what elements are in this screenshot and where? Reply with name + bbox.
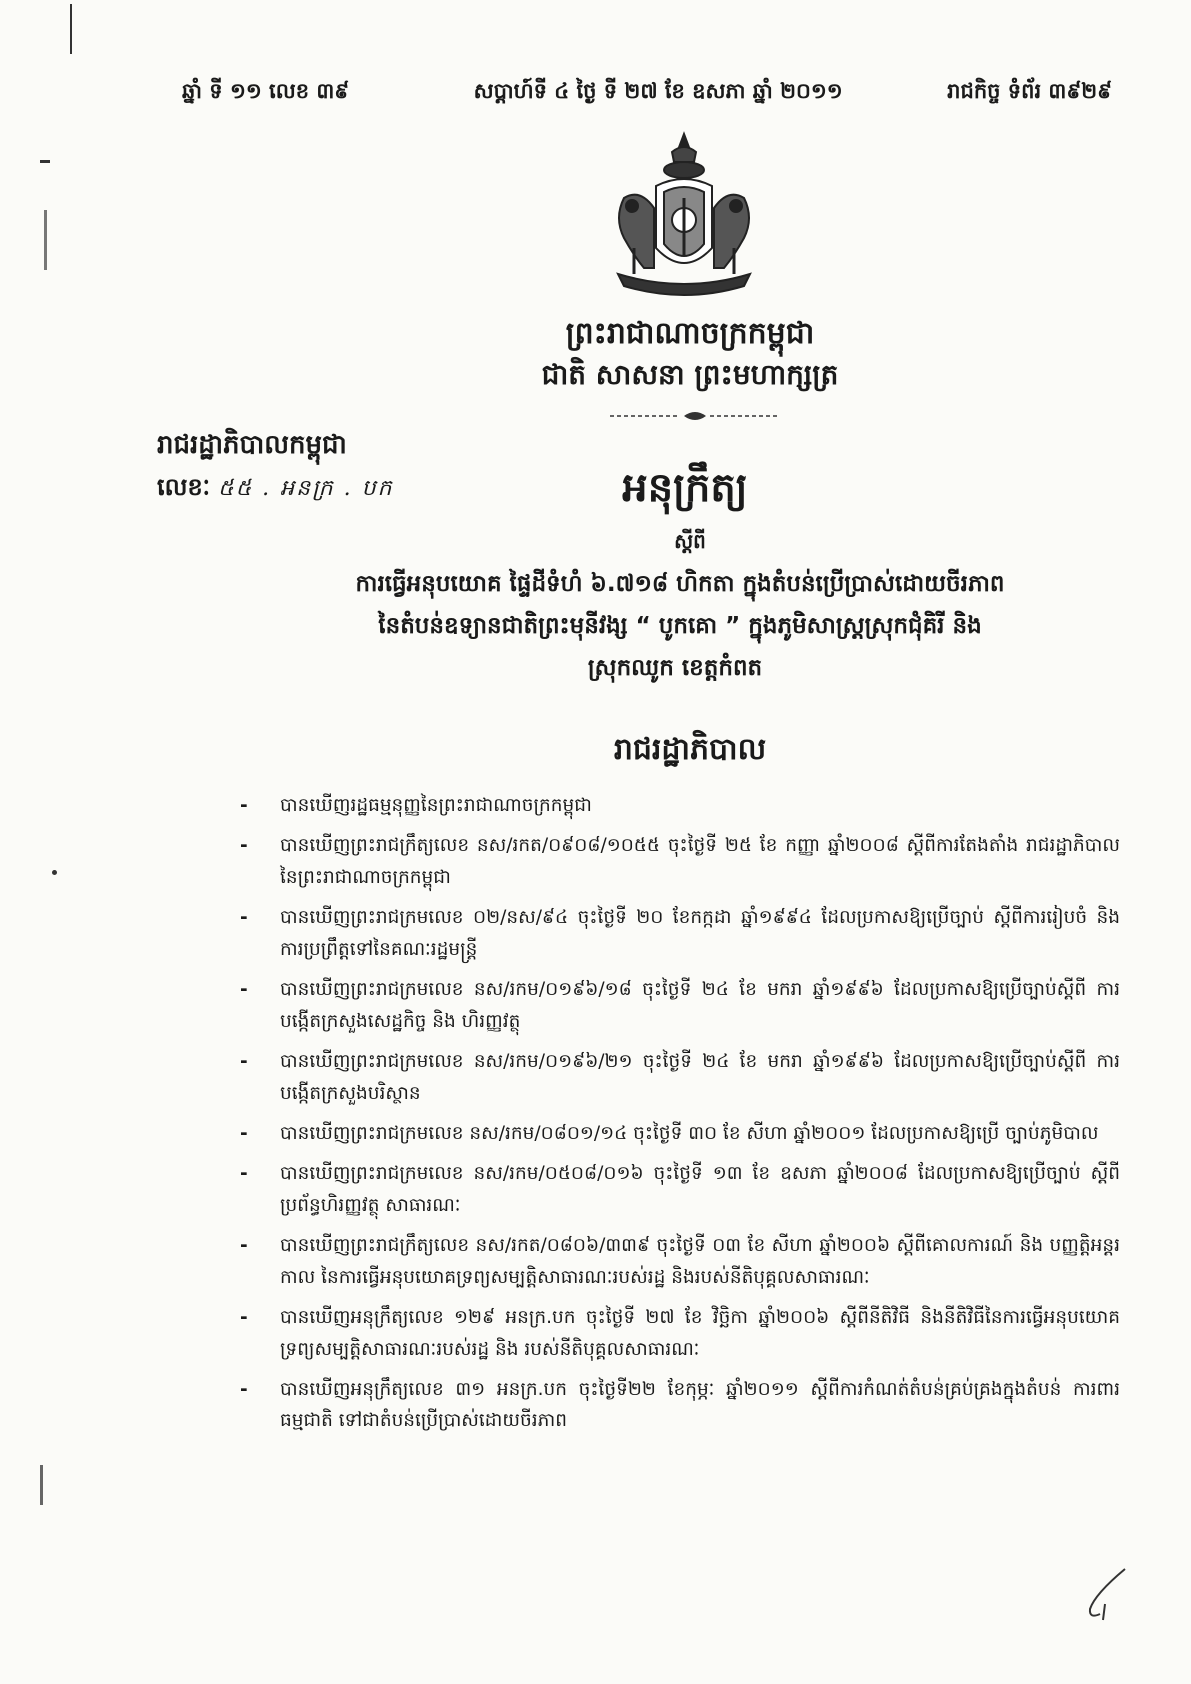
recital-text: បានឃើញព្រះរាជក្រមលេខ នស/រកម/០៥០៨/០១៦ ចុះថ្ងៃទី ១៣ ខែ ឧសភា ឆ្នាំ២០០៨ ដែលប្រកាសឱ្យប្រើច្បាប់ ស្តីពីប្រព័ន្ធហិរញ្ញវត្ថុ សាធារណៈ [280, 1163, 1120, 1216]
issuing-authority-heading: រាជរដ្ឋាភិបាល [613, 732, 767, 767]
document-number-label: លេខៈ [157, 472, 211, 501]
scan-artifact [52, 870, 57, 875]
subject-line-2: នៃតំបន់ឧទ្យានជាតិព្រះមុនីវង្ស “ បូកគោ ” ក្នុងភូមិសាស្ត្រស្រុកជុំគិរី និង [378, 613, 982, 639]
list-item: - បានឃើញព្រះរាជក្រមលេខ នស/រកម/០៥០៨/០១៦ ចុះថ្ងៃទី ១៣ ខែ ឧសភា ឆ្នាំ២០០៨ ដែលប្រកាសឱ្យប្រើច្បាប់ ស្តីពីប្រព័ន្ធហិរញ្ញវត្ថុ សាធារណៈ [240, 1163, 1120, 1216]
list-item: - បានឃើញព្រះរាជក្រមលេខ នស/រកម/០១៩៦/២១ ចុះថ្ងៃទី ២៤ ខែ មករា ឆ្នាំ១៩៩៦ ដែលប្រកាសឱ្យប្រើច្បាប់ស្តីពី ការបង្កើតក្រសួងបរិស្ថាន [240, 1051, 1120, 1104]
list-item: - បានឃើញព្រះរាជក្រមលេខ ០២/នស/៩៤ ចុះថ្ងៃទី ២០ ខែកក្កដា ឆ្នាំ១៩៩៤ ដែលប្រកាសឱ្យប្រើច្បាប់ ស្តីពីការរៀបចំ និង ការប្រព្រឹត្តទៅនៃគណៈរដ្ឋមន្ត្រី [240, 907, 1120, 960]
royal-coat-of-arms-icon [594, 128, 774, 304]
list-item: - បានឃើញអនុក្រឹត្យលេខ ៣១ អនក្រ.បក ចុះថ្ងៃទី២២ ខែកុម្ភៈ ឆ្នាំ២០១១ ស្តីពីការកំណត់តំបន់គ្រប់គ្រងក្នុងតំបន់ ការពារធម្មជាតិ ទៅជាតំបន់ប្រើប្រាស់ដោយចីរភាព [240, 1379, 1120, 1432]
recital-text: បានឃើញព្រះរាជក្រមលេខ នស/រកម/០១៩៦/២១ ចុះថ្ងៃទី ២៤ ខែ មករា ឆ្នាំ១៩៩៦ ដែលប្រកាសឱ្យប្រើច្បាប់ស្តីពី ការបង្កើតក្រសួងបរិស្ថាន [280, 1051, 1120, 1104]
scan-artifact [44, 210, 47, 270]
volume-number: ឆ្នាំ ទី ១១ លេខ ៣៩ [182, 79, 350, 103]
document-number [157, 472, 394, 507]
issue-date: សប្តាហ៍ទី ៤ ថ្ងៃ ទី ២៧ ខែ ឧសភា ឆ្នាំ ២០១១ [473, 79, 843, 103]
initials-mark-icon [1075, 1564, 1145, 1624]
running-header [182, 78, 1112, 109]
subject-line-1: ការធ្វើអនុបយោគ ផ្ទៃដីទំហំ ៦.៧១៨ ហិកតា ក្នុងតំបន់ប្រើប្រាស់ដោយចីរភាព [355, 571, 1005, 597]
list-item: - បានឃើញព្រះរាជក្រមលេខ នស/រកម/០៨០១/១៤ ចុះថ្ងៃទី ៣០ ខែ សីហា ឆ្នាំ២០០១ ដែលប្រកាសឱ្យប្រើ ច្បាប់ភូមិបាល [240, 1122, 1099, 1144]
scan-artifact [40, 160, 50, 163]
list-item: - បានឃើញព្រះរាជក្រឹត្យលេខ នស/រកត/០៩០៨/១០៥៥ ចុះថ្ងៃទី ២៥ ខែ កញ្ញា ឆ្នាំ២០០៨ ស្តីពីការតែងតាំង រាជរដ្ឋាភិបាល នៃព្រះរាជាណាចក្រកម្ពុជា [240, 835, 1120, 888]
recital-text: បានឃើញព្រះរាជក្រឹត្យលេខ នស/រកត/០៩០៨/១០៥៥ ចុះថ្ងៃទី ២៥ ខែ កញ្ញា ឆ្នាំ២០០៨ ស្តីពីការតែងតាំង រាជរដ្ឋាភិបាល នៃព្រះរាជាណាចក្រកម្ពុជា [280, 835, 1120, 888]
ornament-divider [610, 410, 780, 422]
recital-text: បានឃើញព្រះរាជក្រមលេខ នស/រកម/០៨០១/១៤ ចុះថ្ងៃទី ៣០ ខែ សីហា ឆ្នាំ២០០១ ដែលប្រកាសឱ្យប្រើ ច្បាប់ភូមិបាល [280, 1122, 1099, 1144]
about-label: ស្តីពី [674, 529, 706, 553]
list-item: - បានឃើញព្រះរាជក្រឹត្យលេខ នស/រកត/០៨០៦/៣៣៩ ចុះថ្ងៃទី ០៣ ខែ សីហា ឆ្នាំ២០០៦ ស្តីពីគោលការណ៍ និង បញ្ញត្តិអន្តរកាល នៃការធ្វើអនុបយោគទ្រព្យសម្បត្តិសាធារណៈរបស់រដ្ឋ និងរបស់នីតិបុគ្គលសាធារណៈ [240, 1235, 1120, 1288]
scan-artifact [40, 1465, 43, 1505]
recital-text: បានឃើញព្រះរាជក្រមលេខ ០២/នស/៩៤ ចុះថ្ងៃទី ២០ ខែកក្កដា ឆ្នាំ១៩៩៤ ដែលប្រកាសឱ្យប្រើច្បាប់ ស្តីពីការរៀបចំ និង ការប្រព្រឹត្តទៅនៃគណៈរដ្ឋមន្ត្រី [280, 907, 1120, 960]
gazette-page-number: រាជកិច្ច ទំព័រ ៣៩២៩ [947, 79, 1112, 103]
document-number-value: ៥៥ . អនក្រ . បក [218, 476, 394, 501]
list-item: - បានឃើញព្រះរាជក្រមលេខ នស/រកម/០១៩៦/១៨ ចុះថ្ងៃទី ២៤ ខែ មករា ឆ្នាំ១៩៩៦ ដែលប្រកាសឱ្យប្រើច្បាប់ស្តីពី ការបង្កើតក្រសួងសេដ្ឋកិច្ច និង ហិរញ្ញវត្ថុ [240, 979, 1120, 1032]
list-item: - បានឃើញអនុក្រឹត្យលេខ ១២៩ អនក្រ.បក ចុះថ្ងៃទី ២៧ ខែ វិច្ឆិកា ឆ្នាំ២០០៦ ស្តីពីនីតិវិធី និងនីតិវិធីនៃការធ្វើអនុបយោគ ទ្រព្យសម្បត្តិសាធារណៈរបស់រដ្ឋ និង របស់នីតិបុគ្គលសាធារណៈ [240, 1307, 1120, 1360]
recital-text: បានឃើញអនុក្រឹត្យលេខ ៣១ អនក្រ.បក ចុះថ្ងៃទី២២ ខែកុម្ភៈ ឆ្នាំ២០១១ ស្តីពីការកំណត់តំបន់គ្រប់គ្រងក្នុងតំបន់ ការពារធម្មជាតិ ទៅជាតំបន់ប្រើប្រាស់ដោយចីរភាព [280, 1379, 1120, 1432]
recital-text: បានឃើញអនុក្រឹត្យលេខ ១២៩ អនក្រ.បក ចុះថ្ងៃទី ២៧ ខែ វិច្ឆិកា ឆ្នាំ២០០៦ ស្តីពីនីតិវិធី និងនីតិវិធីនៃការធ្វើអនុបយោគ ទ្រព្យសម្បត្តិសាធារណៈរបស់រដ្ឋ និង របស់នីតិបុគ្គលសាធារណៈ [280, 1307, 1120, 1360]
issuing-government: រាជរដ្ឋាភិបាលកម្ពុជា [157, 430, 347, 460]
scan-artifact [70, 4, 72, 54]
recital-text: បានឃើញព្រះរាជក្រមលេខ នស/រកម/០១៩៦/១៨ ចុះថ្ងៃទី ២៤ ខែ មករា ឆ្នាំ១៩៩៦ ដែលប្រកាសឱ្យប្រើច្បាប់ស្តីពី ការបង្កើតក្រសួងសេដ្ឋកិច្ច និង ហិរញ្ញវត្ថុ [280, 979, 1120, 1032]
list-item: - បានឃើញរដ្ឋធម្មនុញ្ញនៃព្រះរាជាណាចក្រកម្ពុជា [240, 795, 592, 816]
subject-line-3: ស្រុកឈូក ខេត្តកំពត [587, 655, 763, 681]
recital-list [240, 790, 1120, 1446]
recital-text: បានឃើញរដ្ឋធម្មនុញ្ញនៃព្រះរាជាណាចក្រកម្ពុជា [280, 795, 592, 816]
document-type-title: អនុក្រឹត្យ [622, 464, 748, 511]
kingdom-name: ព្រះរាជាណាចក្រកម្ពុជា [565, 316, 815, 351]
national-motto: ជាតិ សាសនា ព្រះមហាក្សត្រ [541, 358, 839, 391]
recital-text: បានឃើញព្រះរាជក្រឹត្យលេខ នស/រកត/០៨០៦/៣៣៩ ចុះថ្ងៃទី ០៣ ខែ សីហា ឆ្នាំ២០០៦ ស្តីពីគោលការណ៍ និង បញ្ញត្តិអន្តរកាល នៃការធ្វើអនុបយោគទ្រព្យសម្បត្តិសាធារណៈរបស់រដ្ឋ និងរបស់នីតិបុគ្គលសាធារណៈ [280, 1235, 1120, 1288]
